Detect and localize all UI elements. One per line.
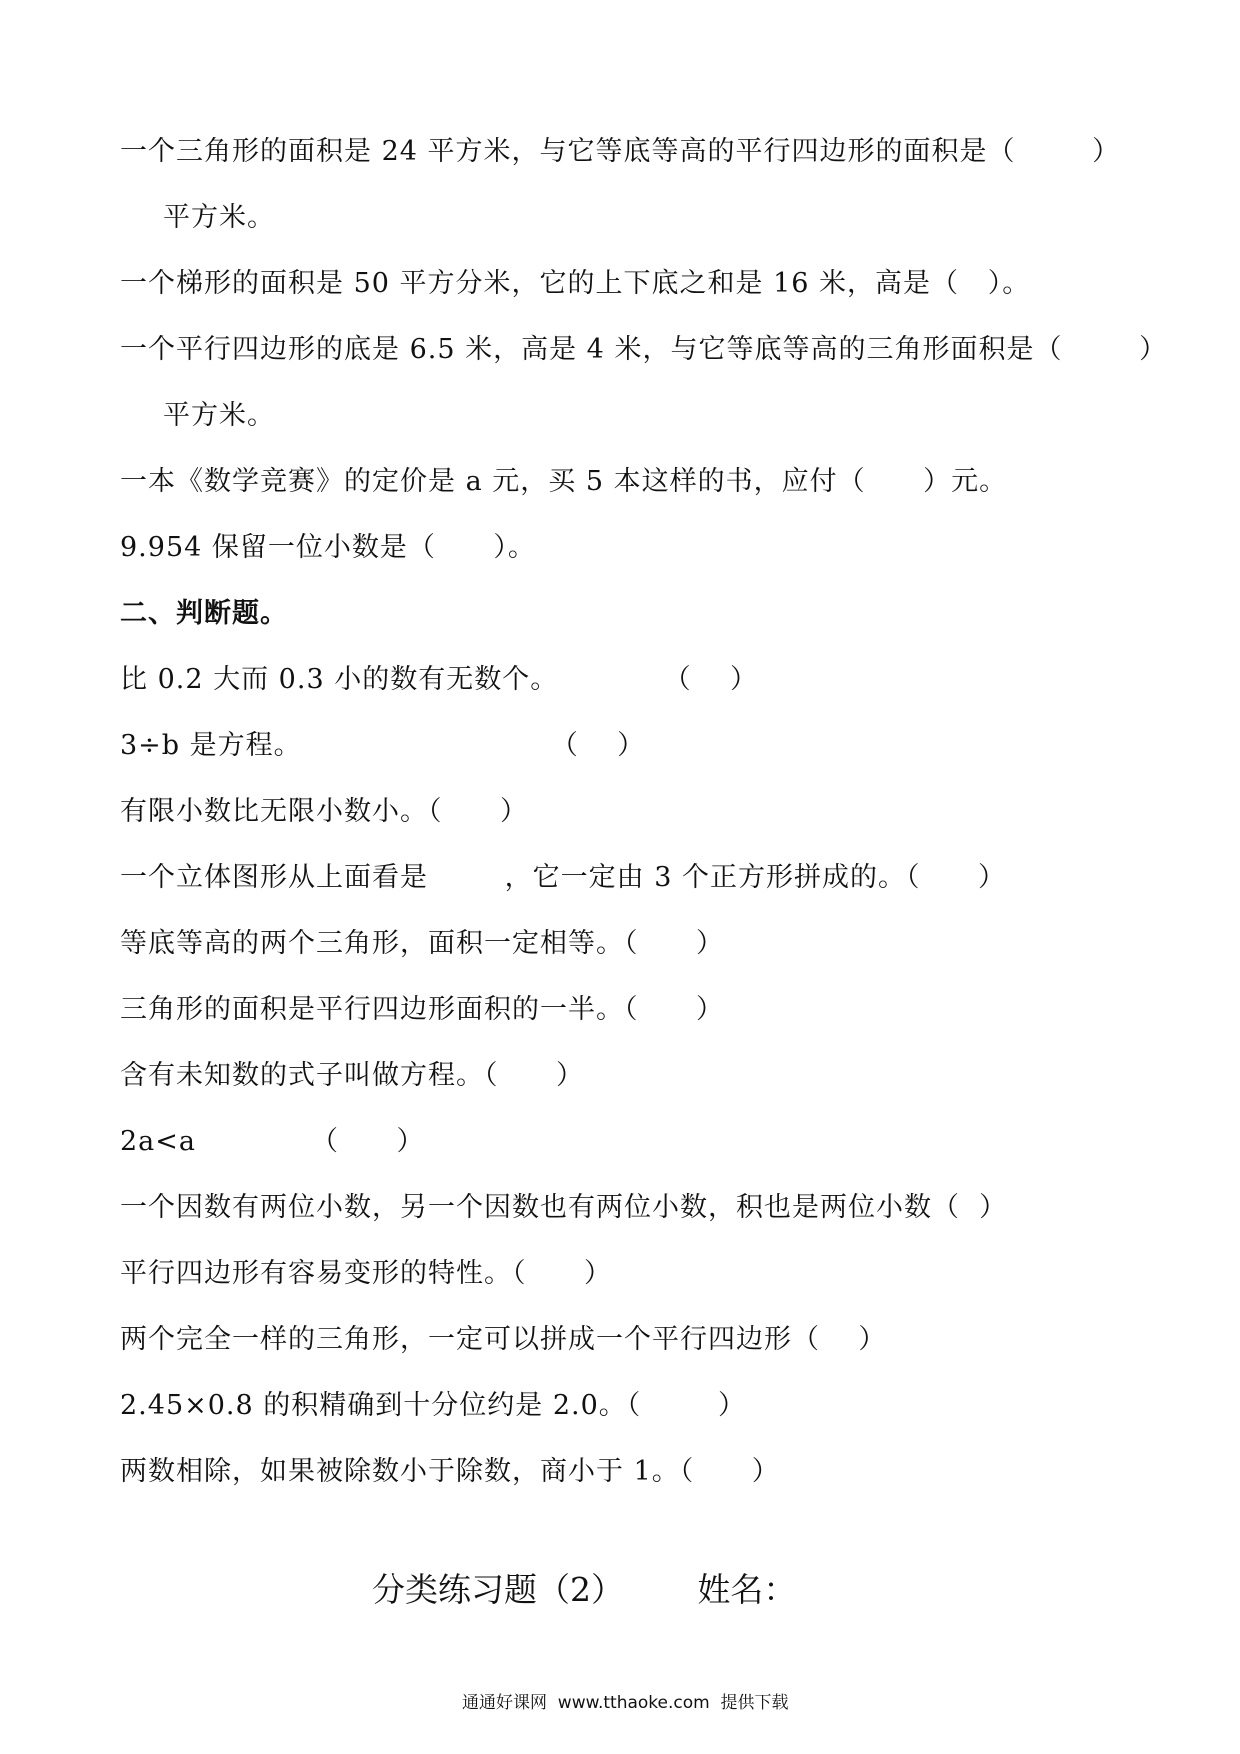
footer-credit: 通通好课网 www.tthaoke.com 提供下载 [462, 1693, 789, 1713]
fill-question-5: 9.954 保留一位小数是（ ）。 [120, 532, 536, 563]
fill-question-3: 一个平行四边形的底是 6.5 米，高是 4 米，与它等底等高的三角形面积是（ ） [120, 334, 1168, 365]
section-heading-judgement: 二、判断题。 [120, 598, 288, 629]
judge-question-5: 等底等高的两个三角形，面积一定相等。（ ） [120, 928, 724, 959]
judge-question-10: 平行四边形有容易变形的特性。（ ） [120, 1258, 612, 1289]
worksheet-title: 分类练习题（2） 姓名： [372, 1570, 797, 1609]
fill-question-4: 一本《数学竞赛》的定价是 a 元，买 5 本这样的书，应付（ ）元。 [120, 466, 1008, 497]
judge-question-6: 三角形的面积是平行四边形面积的一半。（ ） [120, 994, 724, 1025]
judge-question-11: 两个完全一样的三角形，一定可以拼成一个平行四边形（ ） [120, 1324, 887, 1355]
judge-question-3: 有限小数比无限小数小。（ ） [120, 796, 528, 827]
judge-question-9: 一个因数有两位小数，另一个因数也有两位小数，积也是两位小数（ ） [120, 1192, 1008, 1223]
judge-question-8: 2a<a （ ） [120, 1126, 425, 1157]
judge-question-2: 3÷b 是方程。 （ ） [120, 730, 646, 761]
fill-question-1-continuation: 平方米。 [163, 202, 275, 233]
judge-question-13: 两数相除，如果被除数小于除数，商小于 1。（ ） [120, 1456, 780, 1487]
fill-question-1: 一个三角形的面积是 24 平方米，与它等底等高的平行四边形的面积是（ ） [120, 136, 1121, 167]
judge-question-4: 一个立体图形从上面看是 ，它一定由 3 个正方形拼成的。（ ） [120, 862, 1006, 893]
fill-question-2: 一个梯形的面积是 50 平方分米，它的上下底之和是 16 米，高是（ ）。 [120, 268, 1031, 299]
judge-question-1: 比 0.2 大而 0.3 小的数有无数个。 （ ） [120, 664, 758, 695]
fill-question-3-continuation: 平方米。 [163, 400, 275, 431]
judge-question-12: 2.45×0.8 的积精确到十分位约是 2.0。（ ） [120, 1390, 746, 1421]
judge-question-7: 含有未知数的式子叫做方程。（ ） [120, 1060, 584, 1091]
